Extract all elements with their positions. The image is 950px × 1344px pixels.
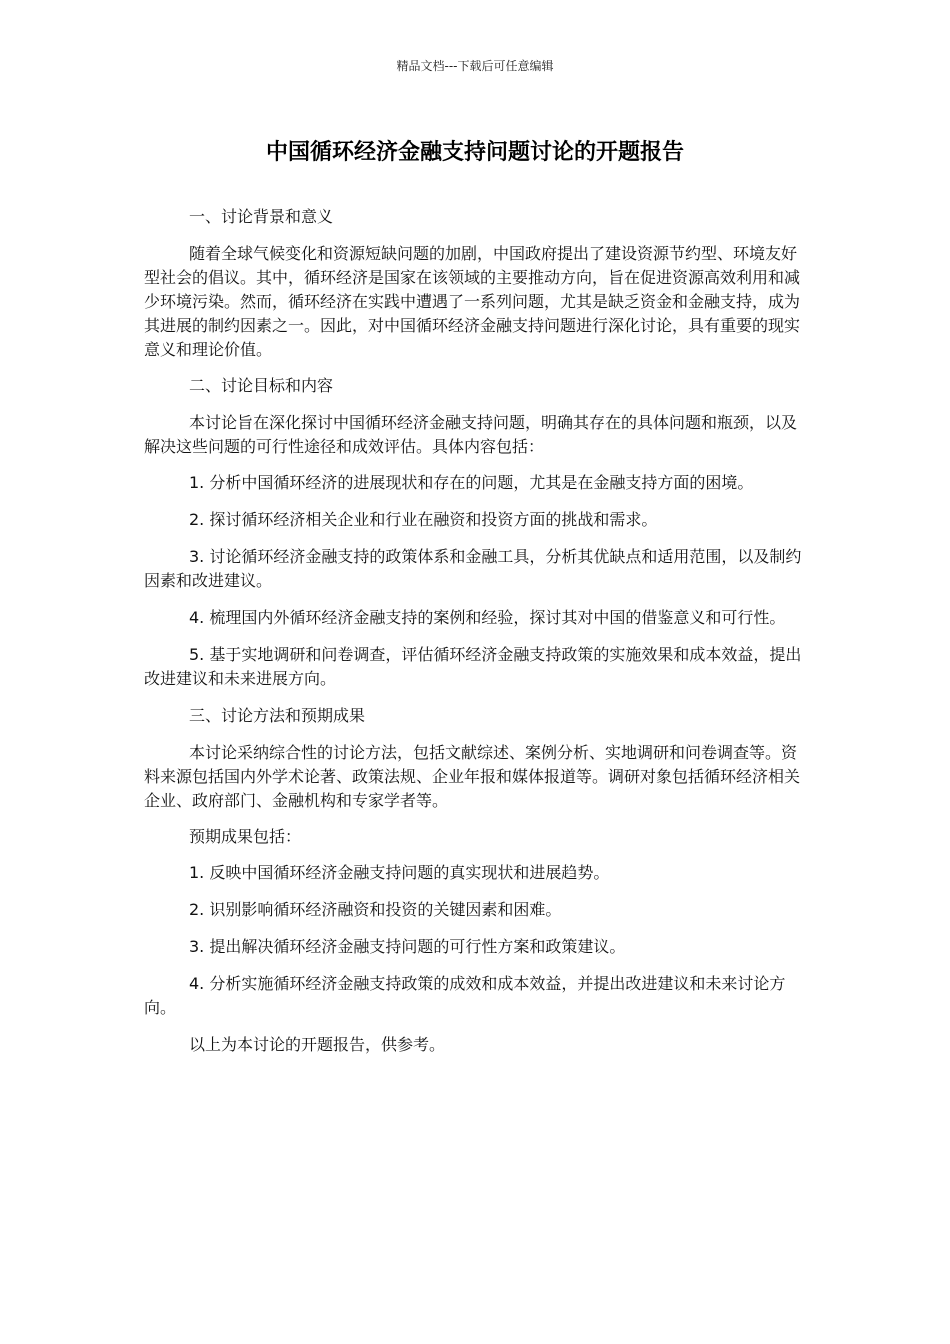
list-item: 1. 分析中国循环经济的进展现状和存在的问题，尤其是在金融支持方面的困境。	[189, 473, 754, 492]
document-body	[144, 205, 810, 1069]
section-2-paragraph: 本讨论旨在深化探讨中国循环经济金融支持问题，明确其存在的具体问题和瓶颈，以及解决这些问题的可行性途径和成效评估。具体内容包括：	[144, 413, 798, 456]
section-3-heading: 三、讨论方法和预期成果	[189, 706, 366, 725]
section-3-paragraph: 本讨论采纳综合性的讨论方法，包括文献综述、案例分析、实地调研和问卷调查等。资料来源包括国内外学术论著、政策法规、企业年报和媒体报道等。调研对象包括循环经济相关企业、政府部门、金融机构和专家学者等。	[144, 743, 801, 810]
closing-paragraph: 以上为本讨论的开题报告，供参考。	[189, 1035, 446, 1054]
page-header: 精品文档---下载后可任意编辑	[396, 59, 554, 73]
section-2-heading: 二、讨论目标和内容	[189, 376, 334, 395]
expected-results-intro: 预期成果包括：	[189, 827, 302, 846]
list-item: 3. 提出解决循环经济金融支持问题的可行性方案和政策建议。	[189, 937, 626, 956]
list-item: 1. 反映中国循环经济金融支持问题的真实现状和进展趋势。	[189, 863, 610, 882]
list-item: 4. 梳理国内外循环经济金融支持的案例和经验，探讨其对中国的借鉴意义和可行性。	[189, 608, 786, 627]
document-title: 中国循环经济金融支持问题讨论的开题报告	[265, 140, 684, 165]
list-item: 3. 讨论循环经济金融支持的政策体系和金融工具，分析其优缺点和适用范围，以及制约因素和改进建议。	[144, 547, 802, 590]
list-item: 2. 探讨循环经济相关企业和行业在融资和投资方面的挑战和需求。	[189, 510, 658, 529]
section-1-heading: 一、讨论背景和意义	[189, 207, 334, 226]
list-item: 5. 基于实地调研和问卷调查，评估循环经济金融支持政策的实施效果和成本效益，提出改进建议和未来进展方向。	[144, 645, 802, 688]
list-item: 2. 识别影响循环经济融资和投资的关键因素和困难。	[189, 900, 562, 919]
section-1-paragraph: 随着全球气候变化和资源短缺问题的加剧，中国政府提出了建设资源节约型、环境友好型社会的倡议。其中，循环经济是国家在该领域的主要推动方向，旨在促进资源高效利用和减少环境污染。然而，循环经济在实践中遭遇了一系列问题，尤其是缺乏资金和金融支持，成为其进展的制约因素之一。因此，对中国循环经济金融支持问题进行深化讨论，具有重要的现实意义和理论价值。	[144, 244, 801, 359]
list-item: 4. 分析实施循环经济金融支持政策的成效和成本效益，并提出改进建议和未来讨论方向。	[144, 974, 786, 1017]
